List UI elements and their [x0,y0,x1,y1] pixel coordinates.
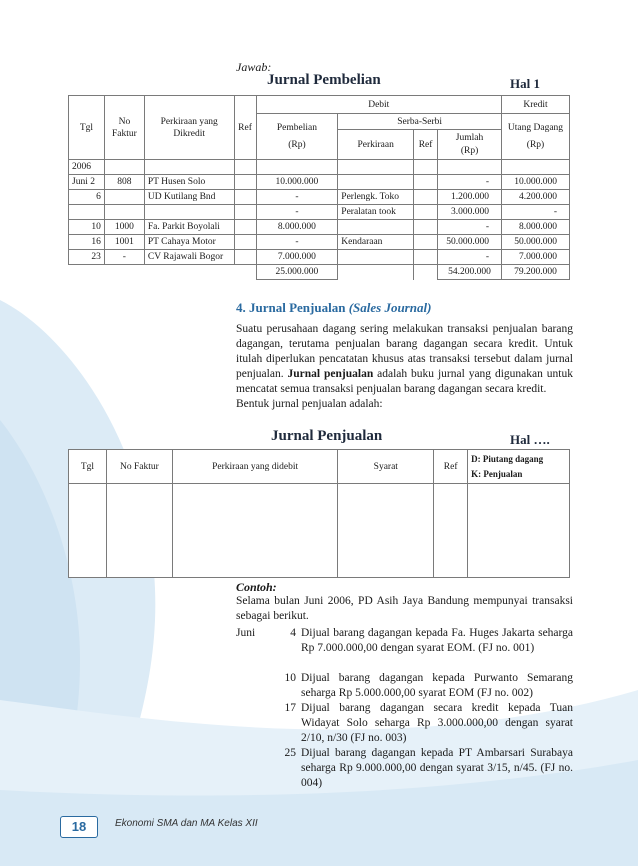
table-cell-no [104,190,144,205]
table-cell-no: 1001 [104,235,144,250]
pj-empty-row [69,484,570,578]
section-paragraph [236,322,573,412]
pj-header-ref: Ref [434,450,468,484]
table-cell-no: - [104,250,144,265]
table-cell-ssref [414,235,438,250]
header-ss-jumlah [438,130,502,160]
contoh-item-text: Dijual barang dagangan secara kredit kepada Tuan Widayat Solo seharga Rp 3.000.000,00 dengan syarat 2/10, n/30 (FJ no. 003) [301,702,573,744]
table-cell-tgl: 6 [69,190,105,205]
header-no-faktur: No Faktur [104,96,144,160]
contoh-item-day: 10 [284,672,296,684]
table-cell-pemb [256,160,338,175]
table-cell-perk: UD Kutilang Bnd [144,190,234,205]
table-cell-jumlah: 50.000.000 [438,235,502,250]
header-ref: Ref [234,96,256,160]
header-perkiraan: Perkiraan yang Dikredit [144,96,234,160]
table-cell-perk: PT Cahaya Motor [144,235,234,250]
table-cell-no: 808 [104,175,144,190]
header-ss-ref: Ref [414,130,438,160]
section-title-en: (Sales Journal) [348,300,432,315]
table-cell-ssperk: Perlengk. Toko [338,190,414,205]
table-cell-ssperk [338,250,414,265]
table-cell-ssperk [338,220,414,235]
header-pembelian-rp: (Rp) [288,139,306,150]
table-row [69,205,570,220]
table-cell-ref [234,160,256,175]
jurnal-penjualan-page: Hal …. [510,432,550,447]
table-cell-jumlah: 1.200.000 [438,190,502,205]
table-cell-no [104,205,144,220]
table-cell-perk: CV Rajawali Bogor [144,250,234,265]
contoh-item-text: Dijual barang dagangan kepada Fa. Huges Jakarta seharga Rp 7.000.000,00 dengan syarat EOM. (FJ no. 001) [301,627,573,654]
pj-header-akun [468,450,570,484]
totals-spacer [69,265,257,280]
table-cell-utang [502,160,570,175]
table-cell-ref [234,190,256,205]
table-cell-pemb: - [256,205,338,220]
pj-cell [106,484,172,578]
pj-header-tgl: Tgl [69,450,107,484]
table-cell-tgl: 10 [69,220,105,235]
table-cell-pemb: 10.000.000 [256,175,338,190]
totals-row [69,265,570,280]
table-cell-ssref [414,250,438,265]
pj-header-debit: D: Piutang dagang [471,453,544,464]
pj-cell [338,484,434,578]
contoh-item-text: Dijual barang dagangan kepada PT Ambarsari Surabaya seharga Rp 9.000.000,00 dengan syarat 3/15, n/45. (FJ no. 004) [301,747,573,789]
header-jumlah-rp: (Rp) [460,145,479,156]
jurnal-pembelian-table [68,95,570,280]
table-cell-ssref [414,190,438,205]
contoh-item-text: Dijual barang dagangan kepada Purwanto Semarang seharga Rp 5.000.000,00 syarat EOM (FJ no. 002) [301,672,573,699]
paragraph-part2: adalah buku jurnal yang digunakan untuk mencatat semua transaksi penjualan barang dagangan secara kredit. [236,368,573,395]
header-utang-rp: (Rp) [526,139,545,150]
table-cell-pemb: - [256,190,338,205]
table-cell-ssperk: Peralatan took [338,205,414,220]
table-cell-ssref [414,160,438,175]
table-cell-utang: 50.000.000 [502,235,570,250]
header-pembelian-label: Pembelian [276,122,317,133]
table-cell-tgl: 23 [69,250,105,265]
header-debit: Debit [256,96,501,114]
pj-header-perkiraan: Perkiraan yang didebit [172,450,338,484]
totals-blank [338,265,414,280]
table-cell-perk [144,160,234,175]
table-cell-jumlah: 3.000.000 [438,205,502,220]
table-cell-jumlah: - [438,220,502,235]
table-cell-utang: - [502,205,570,220]
total-pembelian: 25.000.000 [256,265,338,280]
contoh-intro: Selama bulan Juni 2006, PD Asih Jaya Bandung mempunyai transaksi sebagai berikut. [236,595,573,622]
table-cell-perk: PT Husen Solo [144,175,234,190]
jawab-label: Jawab: [236,60,272,74]
table-row [69,235,570,250]
table-cell-ref [234,175,256,190]
jurnal-penjualan-title: Jurnal Penjualan [271,428,383,444]
section-heading [236,300,431,316]
section-title: Jurnal Penjualan [249,300,346,315]
section-number: 4. [236,300,246,315]
total-jumlah: 54.200.000 [438,265,502,280]
pj-header-syarat: Syarat [338,450,434,484]
paragraph-part1: Suatu perusahaan dagang sering melakukan transaksi penjualan barang dagangan, terutama penjualan barang dagangan secara kredit. Untuk itulah diperlukan pencatatan khusus atas transaksi tersebut dalam jurnal penjualan. [236,323,573,380]
table-cell-utang: 4.200.000 [502,190,570,205]
pj-cell [434,484,468,578]
contoh-month: Juni [236,627,256,639]
table-cell-perk: Fa. Parkit Boyolali [144,220,234,235]
jurnal-pembelian-title: Jurnal Pembelian [267,72,381,88]
table-cell-pemb: 7.000.000 [256,250,338,265]
paragraph-bentuk: Bentuk jurnal penjualan adalah: [236,398,383,410]
header-serba-serbi: Serba-Serbi [338,114,502,130]
pj-cell [69,484,107,578]
contoh-item-day: 4 [290,627,296,639]
table-cell-tgl [69,205,105,220]
table-cell-tgl: Juni 2 [69,175,105,190]
table-cell-no [104,160,144,175]
table-cell-ssperk [338,160,414,175]
table-row [69,175,570,190]
table-cell-ssperk: Kendaraan [338,235,414,250]
table-cell-ssperk [338,175,414,190]
contoh-item-day: 17 [284,702,296,714]
pj-cell [468,484,570,578]
table-cell-jumlah [438,160,502,175]
jurnal-penjualan-table [68,449,570,578]
table-cell-ref [234,220,256,235]
pj-header-kredit: K: Penjualan [471,468,523,479]
table-row [69,250,570,265]
paragraph-body [236,322,573,397]
table-cell-tgl: 2006 [69,160,105,175]
table-cell-tgl: 16 [69,235,105,250]
table-row [69,160,570,175]
table-cell-pemb: 8.000.000 [256,220,338,235]
table-cell-perk [144,205,234,220]
table-cell-utang: 8.000.000 [502,220,570,235]
table-cell-ssref [414,220,438,235]
pj-header-no-faktur: No Faktur [106,450,172,484]
header-tgl: Tgl [69,96,105,160]
table-cell-ssref [414,175,438,190]
table-cell-utang: 7.000.000 [502,250,570,265]
book-title: Ekonomi SMA dan MA Kelas XII [115,818,258,829]
table-cell-pemb: - [256,235,338,250]
table-cell-jumlah: - [438,175,502,190]
header-jumlah-label: Jumlah [455,132,484,143]
table-row [69,190,570,205]
contoh-heading: Contoh: [236,580,277,594]
table-cell-ref [234,250,256,265]
table-cell-no: 1000 [104,220,144,235]
totals-blank-ref [414,265,438,280]
contoh-item-day: 25 [284,747,296,759]
header-kredit: Kredit [502,96,570,114]
table-row [69,220,570,235]
jurnal-pembelian-page: Hal 1 [510,76,540,91]
paragraph-bold: Jurnal penjualan [287,368,374,380]
table-cell-jumlah: - [438,250,502,265]
pj-cell [172,484,338,578]
table-cell-ssref [414,205,438,220]
header-pembelian [256,114,338,160]
table-cell-ref [234,205,256,220]
header-utang-label: Utang Dagang [507,122,564,133]
page-number: 18 [60,816,98,838]
header-utang-dagang [502,114,570,160]
header-ss-perkiraan: Perkiraan [338,130,414,160]
table-cell-ref [234,235,256,250]
table-cell-utang: 10.000.000 [502,175,570,190]
total-utang: 79.200.000 [502,265,570,280]
